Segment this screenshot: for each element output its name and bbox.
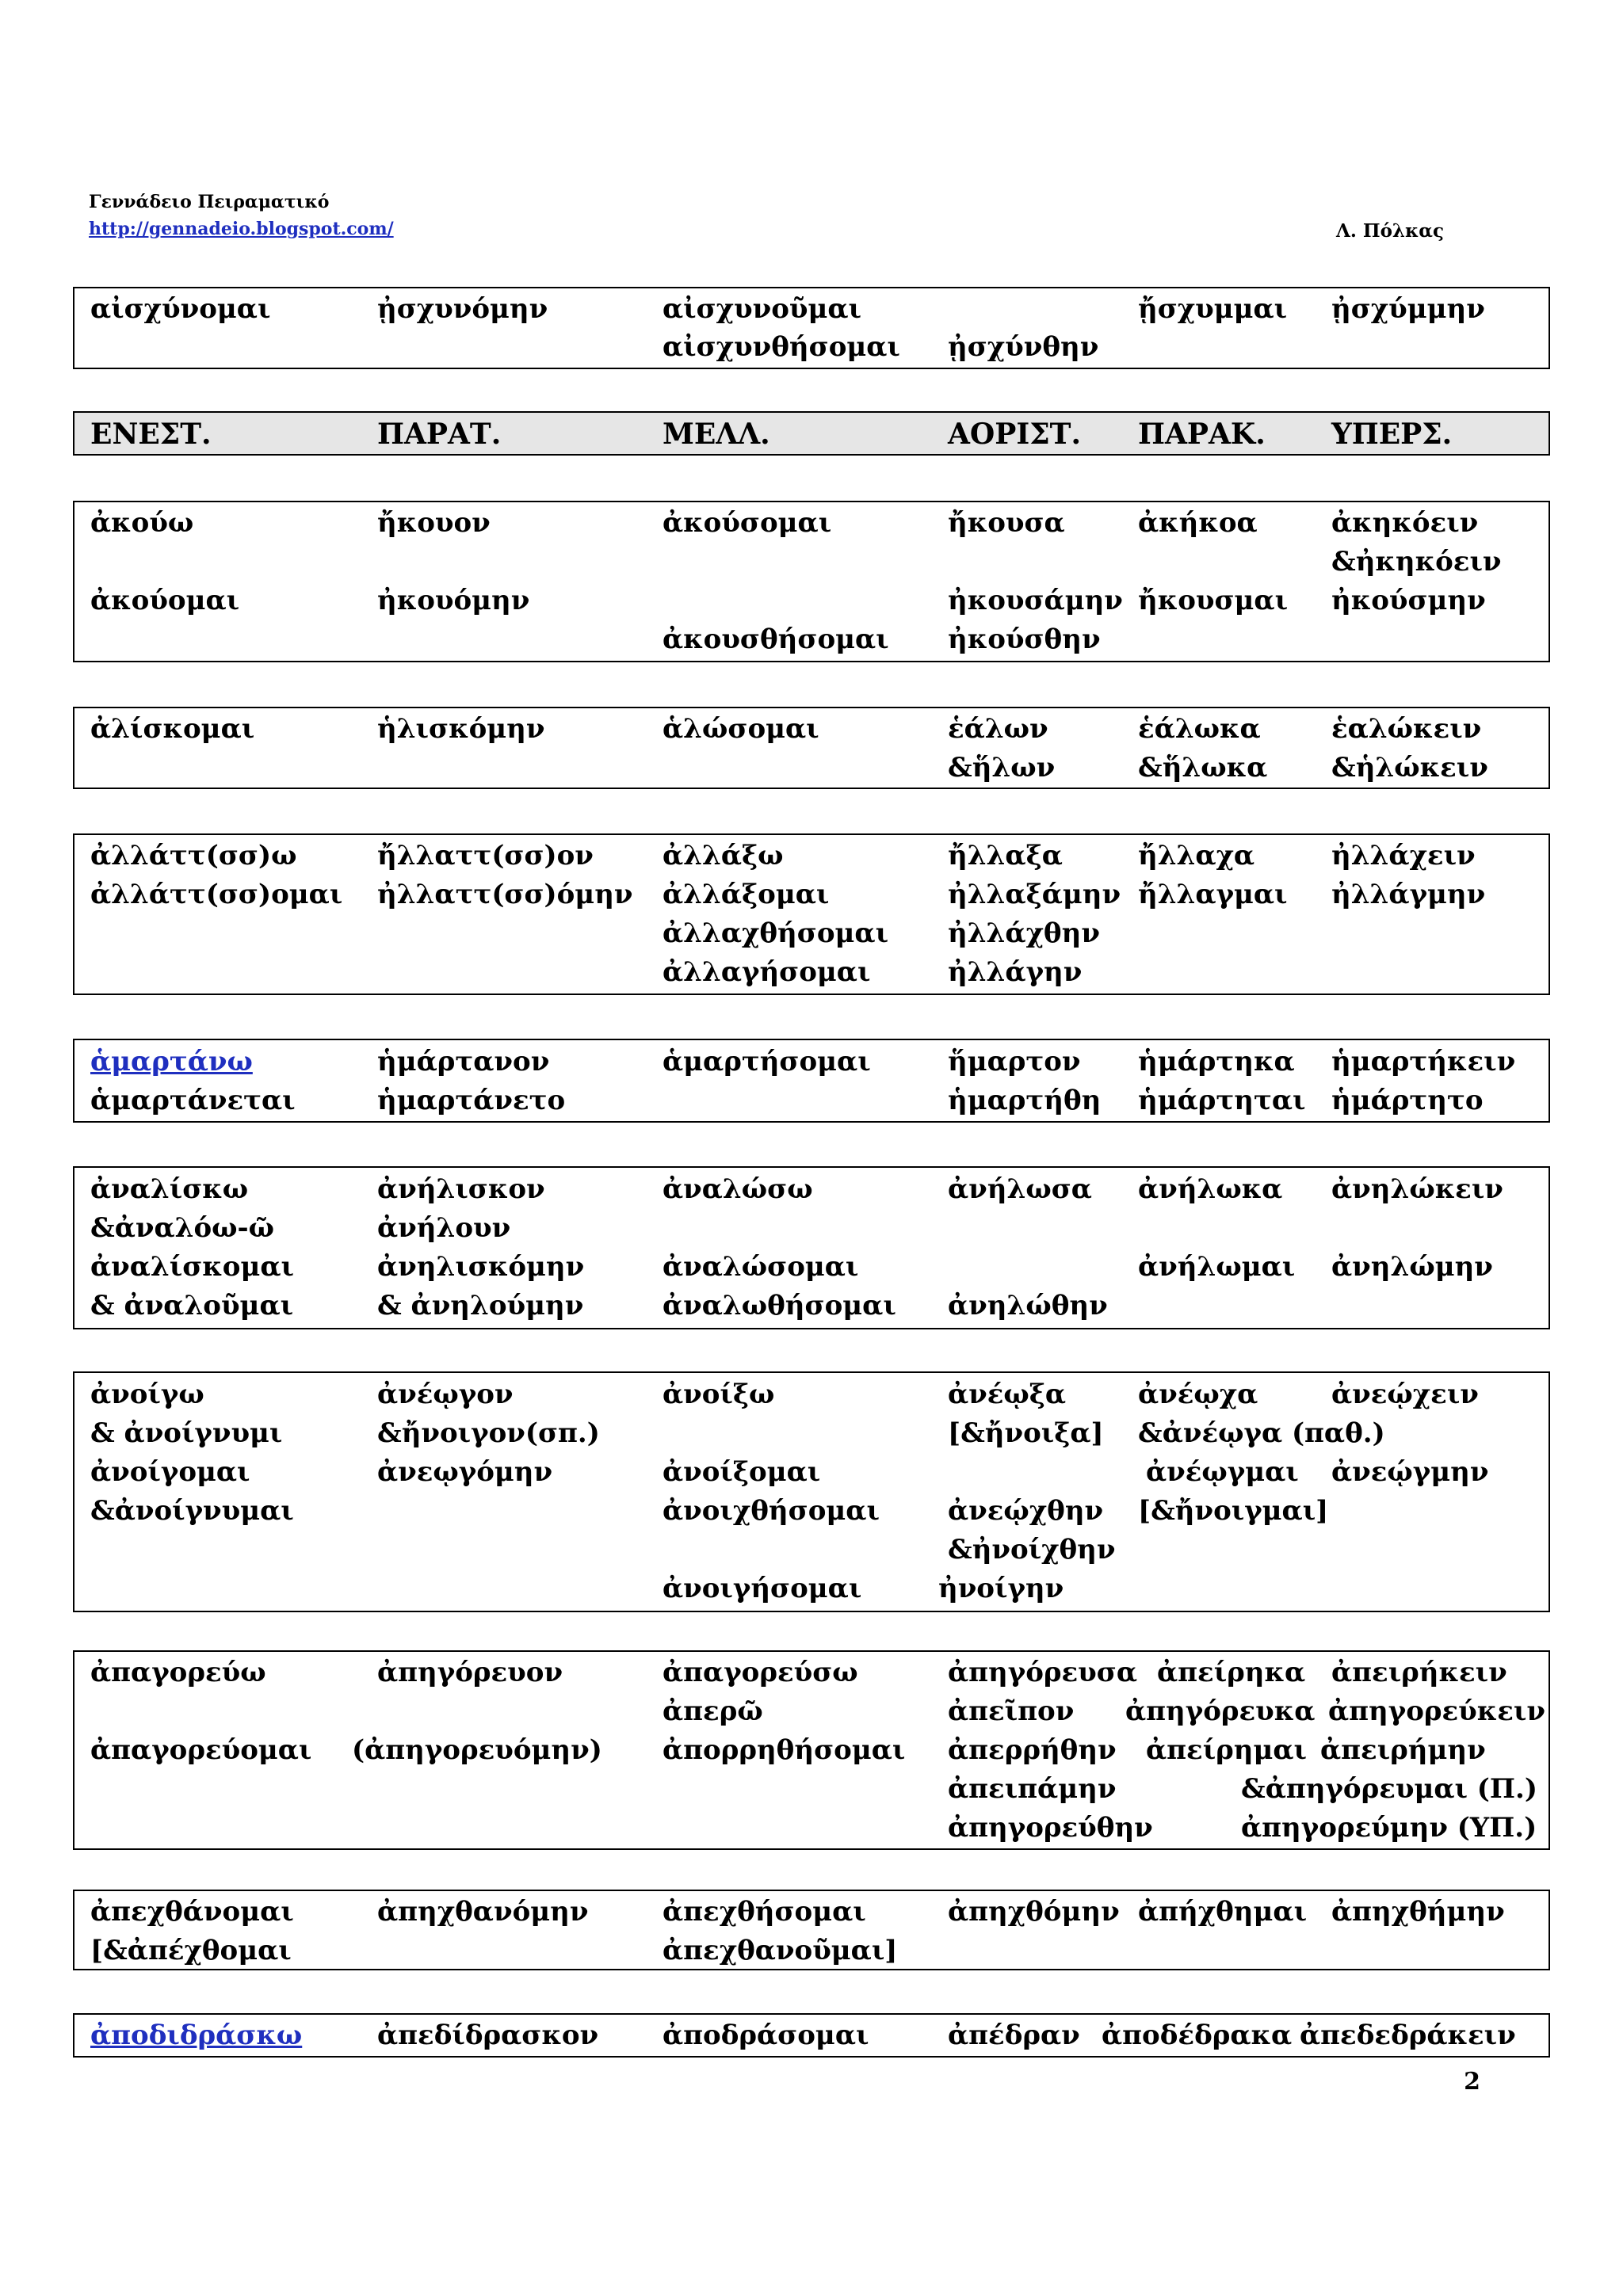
cell-present: [&ἀπέχθομαι: [90, 1935, 292, 1966]
cell-future: ἀποδράσομαι: [663, 2019, 869, 2051]
verb-row: [74, 620, 1549, 658]
cell-present: &ἀναλόω-ῶ: [90, 1212, 274, 1244]
cell-imperfect: ἀπηγόρευον: [377, 1657, 563, 1688]
cell-aorist: ἤκουσα: [948, 507, 1065, 539]
verb-row: [74, 749, 1549, 787]
cell-aorist: ἠνοίγην: [938, 1573, 1064, 1604]
cell-aorist: &ἥλων: [948, 752, 1056, 784]
cell-perfect: ἀπείρηκα: [1157, 1657, 1306, 1688]
verb-row: [74, 504, 1549, 542]
verb-row: [74, 1569, 1549, 1608]
cell-future: ἁλώσομαι: [663, 713, 819, 745]
header-imperfect: ΠΑΡΑΤ.: [377, 418, 502, 451]
cell-future: ἀλλάξομαι: [663, 879, 830, 910]
verb-row: [74, 290, 1549, 328]
verb-row: [74, 1414, 1549, 1452]
cell-future: ἀπερῶ: [663, 1695, 763, 1727]
verb-row: [74, 837, 1549, 875]
verb-block: [73, 501, 1550, 662]
cell-perfect: ἤλλαγμαι: [1138, 879, 1288, 910]
cell-imperfect: ἤκουον: [377, 507, 491, 539]
cell-perfect: ἀνέῳχα: [1138, 1379, 1258, 1410]
page-number: 2: [1464, 2068, 1480, 2096]
cell-imperfect: ἀνηλισκόμην: [377, 1251, 585, 1283]
cell-future: ἀλλαχθήσομαι: [663, 917, 889, 949]
cell-future: ἀνοίξω: [663, 1379, 775, 1410]
cell-perfect: &ἀνέῳγα (παθ.): [1138, 1417, 1385, 1449]
cell-aorist: ἀνεῴχθην: [948, 1495, 1104, 1527]
cell-pluperfect: ἀπειρήκειν: [1331, 1657, 1507, 1688]
header-aorist: ΑΟΡΙΣΤ.: [948, 418, 1081, 451]
cell-pluperfect: &ἡλώκειν: [1331, 752, 1488, 784]
cell-present: & ἀναλοῦμαι: [90, 1290, 294, 1322]
cell-aorist: ἤλλαξα: [948, 840, 1063, 871]
cell-aorist: ἠκουσάμην: [948, 585, 1123, 616]
cell-aorist: ἑάλων: [948, 713, 1048, 745]
verb-block: [73, 707, 1550, 789]
verb-row: [74, 1893, 1549, 1931]
cell-future: ἀπεχθήσομαι: [663, 1896, 866, 1928]
header-future: ΜΕΛΛ.: [663, 418, 770, 451]
cell-imperfect: ἀνήλουν: [377, 1212, 511, 1244]
cell-imperfect: ἡμαρτάνετο: [377, 1085, 566, 1116]
cell-future: ἀναλωθήσομαι: [663, 1290, 896, 1322]
verb-block: [73, 2013, 1550, 2058]
cell-pluperfect: ἀνηλώμην: [1331, 1251, 1493, 1283]
cell-aorist: ἀνέῳξα: [948, 1379, 1067, 1410]
cell-perfect: ᾔσχυμμαι: [1138, 293, 1288, 325]
cell-pluperfect: ἠκούσμην: [1331, 585, 1486, 616]
cell-present: ἀνοίγω: [90, 1379, 204, 1410]
cell-future: ἀλλαγήσομαι: [663, 956, 871, 988]
cell-present: &ἀνοίγνυμαι: [90, 1495, 294, 1527]
cell-imperfect: ἡλισκόμην: [377, 713, 545, 745]
cell-imperfect: & ἀνηλούμην: [377, 1290, 584, 1322]
cell-future: ἀναλώσω: [663, 1173, 813, 1205]
cell-imperfect: &ἤνοιγον(σπ.): [377, 1417, 600, 1449]
verb-row: [74, 710, 1549, 748]
cell-present: ἀπαγορεύομαι: [90, 1734, 312, 1766]
cell-aorist: ἀπεῖπον: [948, 1695, 1075, 1727]
cell-pluperfect: ἀπηγορεύκειν: [1328, 1695, 1545, 1727]
cell-future: αἰσχυνοῦμαι: [663, 293, 861, 325]
cell-aorist: ἠλλάχθην: [948, 917, 1100, 949]
cell-pluperfect: ἡμαρτήκειν: [1331, 1046, 1516, 1077]
cell-pluperfect: ἀπεδεδράκειν: [1300, 2019, 1516, 2051]
cell-present: ἀλλάττ(σσ)ομαι: [90, 879, 343, 910]
verb-row: [74, 1170, 1549, 1208]
cell-aorist: ἀνήλωσα: [948, 1173, 1092, 1205]
cell-future: αἰσχυνθήσομαι: [663, 331, 900, 363]
cell-perfect: ἀποδέδρακα: [1102, 2019, 1293, 2051]
cell-imperfect: ἀπεδίδρασκον: [377, 2019, 599, 2051]
verb-row: [74, 1770, 1549, 1808]
cell-pluperfect: ἡμάρτητο: [1331, 1085, 1484, 1116]
cell-perfect: ἤλλαχα: [1138, 840, 1255, 871]
blog-link[interactable]: http://gennadeio.blogspot.com/: [89, 219, 394, 239]
cell-pluperfect: ἑαλώκειν: [1331, 713, 1482, 745]
cell-imperfect: (ἀπηγορευόμην): [352, 1734, 602, 1766]
verb-block: [73, 1371, 1550, 1612]
cell-pluperfect: &ἀπηγόρευμαι (Π.): [1241, 1773, 1537, 1805]
verb-row: [74, 1932, 1549, 1970]
cell-aorist: ἀπηγόρευσα: [948, 1657, 1137, 1688]
cell-perfect: ἀνήλωμαι: [1138, 1251, 1296, 1283]
cell-perfect: ἤκουσμαι: [1138, 585, 1289, 616]
cell-perfect: &ἥλωκα: [1138, 752, 1268, 784]
verb-row: [74, 1043, 1549, 1081]
verb-link-amartano[interactable]: ἁμαρτάνω: [90, 1046, 253, 1077]
author-name: Λ. Πόλκας: [1336, 220, 1444, 242]
cell-present: & ἀνοίγνυμι: [90, 1417, 283, 1449]
cell-pluperfect: ἀπηγορεύμην (ΥΠ.): [1241, 1812, 1537, 1844]
verb-row: [74, 1653, 1549, 1691]
verb-row: [74, 1492, 1549, 1530]
cell-present: ἀναλίσκω: [90, 1173, 249, 1205]
cell-imperfect: ἀνήλισκον: [377, 1173, 545, 1205]
verb-row: [74, 1248, 1549, 1286]
header-pluperfect: ΥΠΕΡΣ.: [1331, 418, 1453, 451]
cell-future: ἀπεχθανοῦμαι]: [663, 1935, 898, 1966]
cell-perfect: ἡμάρτηκα: [1138, 1046, 1295, 1077]
cell-perfect: ἀπείρημαι: [1146, 1734, 1308, 1766]
verb-link-apodidrasko[interactable]: ἀποδιδράσκω: [90, 2019, 303, 2051]
verb-row: [74, 1375, 1549, 1413]
cell-present: ἀκούω: [90, 507, 194, 539]
verb-row: [74, 1531, 1549, 1569]
cell-pluperfect: ἀπηχθήμην: [1331, 1896, 1505, 1928]
cell-future: ἀπαγορεύσω: [663, 1657, 858, 1688]
cell-perfect: ἀπηγόρευκα: [1125, 1695, 1316, 1727]
cell-aorist: ἀπερρήθην: [948, 1734, 1117, 1766]
verb-block: [73, 1166, 1550, 1329]
verb-row: [74, 1287, 1549, 1325]
verb-block: [73, 287, 1550, 369]
cell-present: ἀλλάττ(σσ)ω: [90, 840, 297, 871]
cell-aorist: ἀπηγορεύθην: [948, 1812, 1153, 1844]
cell-future: ἁμαρτήσομαι: [663, 1046, 871, 1077]
verb-row: [74, 1731, 1549, 1769]
cell-aorist: ᾐσχύνθην: [948, 331, 1099, 363]
cell-perfect: ἀνήλωκα: [1138, 1173, 1283, 1205]
cell-perfect: [&ἤνοιγμαι]: [1138, 1495, 1329, 1527]
cell-aorist: ἠλλαξάμην: [948, 879, 1121, 910]
cell-perfect: ἀνέῳγμαι: [1146, 1456, 1299, 1488]
cell-aorist: [&ἤνοιξα]: [948, 1417, 1104, 1449]
page-header: [89, 192, 1444, 247]
cell-future: ἀκούσομαι: [663, 507, 832, 539]
cell-future: ἀναλώσομαι: [663, 1251, 859, 1283]
cell-aorist: ἀπέδραν: [948, 2019, 1080, 2051]
verb-row: [74, 1809, 1549, 1847]
cell-present: αἰσχύνομαι: [90, 293, 271, 325]
cell-aorist: ἀπειπάμην: [948, 1773, 1117, 1805]
cell-pluperfect: ἀνεῴγμην: [1331, 1456, 1489, 1488]
cell-present: ἀπεχθάνομαι: [90, 1896, 294, 1928]
cell-imperfect: ἠλλαττ(σσ)όμην: [377, 879, 633, 910]
cell-present: ἀνοίγομαι: [90, 1456, 250, 1488]
header-perfect: ΠΑΡΑΚ.: [1138, 418, 1266, 451]
verb-row: [74, 914, 1549, 952]
verb-row: [74, 328, 1549, 366]
verb-row: [74, 953, 1549, 991]
cell-pluperfect: ἀνεῴχειν: [1331, 1379, 1479, 1410]
cell-perfect: ἡμάρτηται: [1138, 1085, 1306, 1116]
verb-row: [74, 1209, 1549, 1247]
cell-present: ἀκούομαι: [90, 585, 240, 616]
tense-header-row: [73, 411, 1550, 456]
cell-imperfect: ἤλλαττ(σσ)ον: [377, 840, 594, 871]
verb-row: [74, 543, 1549, 581]
cell-future: ἀνοιγήσομαι: [663, 1573, 862, 1604]
header-present: ΕΝΕΣΤ.: [90, 418, 212, 451]
verb-row: [74, 875, 1549, 913]
cell-present: ἀλίσκομαι: [90, 713, 255, 745]
verb-row: [74, 1692, 1549, 1730]
cell-aorist: ἡμαρτήθη: [948, 1085, 1102, 1116]
cell-imperfect: ἀνέῳγον: [377, 1379, 514, 1410]
cell-aorist: ἠκούσθην: [948, 624, 1101, 655]
cell-pluperfect: ἀνηλώκειν: [1331, 1173, 1503, 1205]
verb-block: [73, 1890, 1550, 1970]
verb-block: [73, 1650, 1550, 1850]
school-name: Γεννάδειο Πειραματικό: [89, 192, 330, 212]
cell-aorist: ἥμαρτον: [948, 1046, 1081, 1077]
cell-imperfect: ᾐσχυνόμην: [377, 293, 548, 325]
verb-row: [74, 582, 1549, 620]
cell-future: ἀκουσθήσομαι: [663, 624, 889, 655]
verb-block: [73, 833, 1550, 995]
cell-pluperfect: &ἠκηκόειν: [1331, 546, 1502, 578]
verb-row: [74, 1453, 1549, 1491]
cell-future: ἀνοιχθήσομαι: [663, 1495, 880, 1527]
cell-future: ἀπορρηθήσομαι: [663, 1734, 906, 1766]
cell-aorist: ἠλλάγην: [948, 956, 1083, 988]
verb-row: [74, 2016, 1549, 2054]
tense-header-labels: [74, 415, 1549, 453]
cell-aorist: ἀνηλώθην: [948, 1290, 1108, 1322]
verb-row: [74, 1081, 1549, 1119]
cell-imperfect: ἡμάρτανον: [377, 1046, 550, 1077]
cell-future: ἀλλάξω: [663, 840, 784, 871]
cell-present: ἀναλίσκομαι: [90, 1251, 294, 1283]
cell-present: ἀπαγορεύω: [90, 1657, 266, 1688]
cell-perfect: ἀκήκοα: [1138, 507, 1258, 539]
cell-aorist: &ἠνοίχθην: [948, 1534, 1116, 1566]
cell-pluperfect: ἀκηκόειν: [1331, 507, 1479, 539]
cell-imperfect: ἀνεῳγόμην: [377, 1456, 553, 1488]
cell-imperfect: ἀπηχθανόμην: [377, 1896, 589, 1928]
cell-perfect: ἀπήχθημαι: [1138, 1896, 1308, 1928]
cell-aorist: ἀπηχθόμην: [948, 1896, 1120, 1928]
cell-pluperfect: ἀπειρήμην: [1320, 1734, 1486, 1766]
cell-pluperfect: ἠλλάχειν: [1331, 840, 1476, 871]
cell-present: ἁμαρτάνεται: [90, 1085, 296, 1116]
cell-future: ἀνοίξομαι: [663, 1456, 821, 1488]
cell-imperfect: ἠκουόμην: [377, 585, 530, 616]
cell-perfect: ἑάλωκα: [1138, 713, 1261, 745]
cell-pluperfect: ἠλλάγμην: [1331, 879, 1486, 910]
verb-block: [73, 1039, 1550, 1123]
cell-pluperfect: ᾐσχύμμην: [1331, 293, 1485, 325]
